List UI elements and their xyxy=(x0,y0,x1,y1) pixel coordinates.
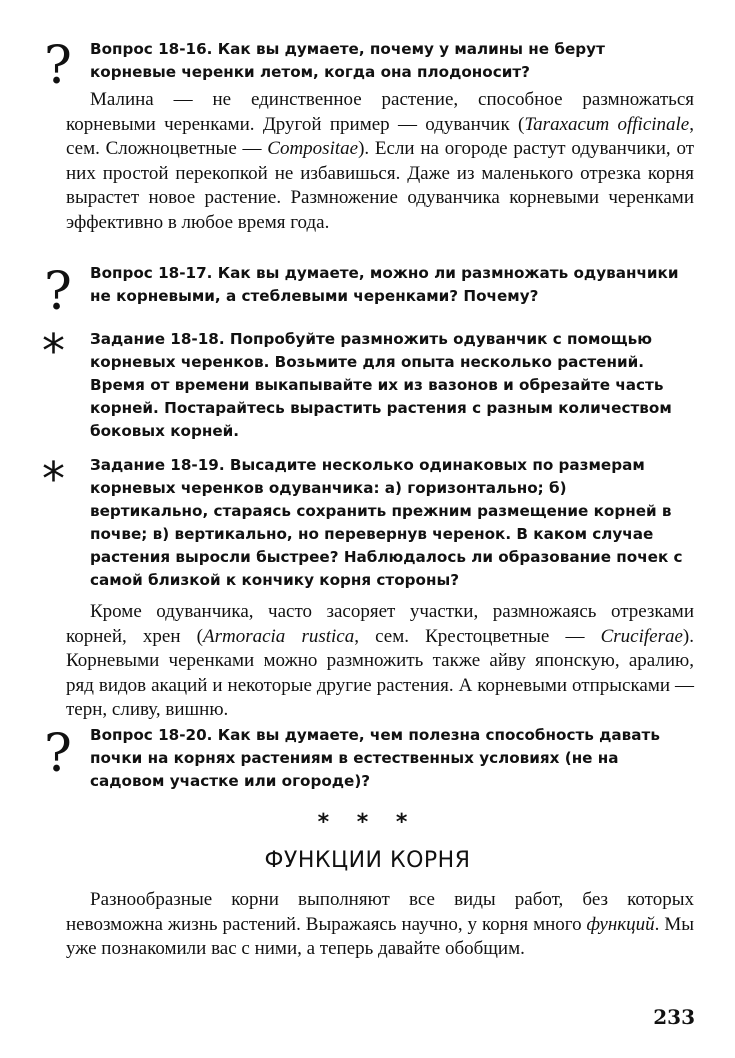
question-tag: Вопрос 18-17. xyxy=(90,264,213,282)
task-tag: Задание 18-18. xyxy=(90,330,225,348)
task-text: Попробуйте размножить одуванчик с помощью корневых черенков. Возьмите для опыта несколько растений. Время от времени выкапывайте их из вазонов и обрезайте часть корней. Постарайтесь вырастить растения с разным количеством боковых корней. xyxy=(90,330,672,440)
task-text: Высадите несколько одинаковых по размерам корневых черенков одуванчика: а) горизонтально; б) вертикально, стараясь сохранить прежним размещение корней в почве; в) вертикально, но перевернув черенок. В каком случае растения выросли быстрее? Наблюдалось ли образование почек с самой близкой к кончику корня стороны? xyxy=(90,456,683,589)
task-18-19 xyxy=(90,454,690,592)
page-number: 233 xyxy=(653,1005,695,1029)
paragraph-dandelion xyxy=(66,88,694,235)
task-18-18 xyxy=(90,328,690,443)
question-mark-icon: ? xyxy=(44,724,72,784)
question-text: Как вы думаете, чем полезна способность давать почки на корнях растениям в естественных условиях (не на садовом участке или огороде)? xyxy=(90,726,660,790)
question-18-20 xyxy=(90,724,690,793)
emphasis-term: функций xyxy=(586,913,655,935)
paragraph-text: . Мы уже познакомили вас с ними, а теперь давайте обобщим. xyxy=(66,913,694,959)
paragraph-text: , сем. Сложноцветные — xyxy=(66,113,694,159)
paragraph-text: Малина — не единственное растение, способное размножаться корневыми черенками. Другой пример — одуванчик ( xyxy=(66,89,694,135)
latin-name: Taraxacum officinale xyxy=(524,113,690,135)
paragraph-text: Кроме одуванчика, часто засоряет участки, размножаясь отрезками корней, хрен ( xyxy=(66,601,694,647)
task-tag: Задание 18-19. xyxy=(90,456,225,474)
question-mark-icon: ? xyxy=(44,262,72,322)
question-tag: Вопрос 18-16. xyxy=(90,40,213,58)
question-mark-icon: ? xyxy=(44,36,72,96)
question-text: Как вы думаете, почему у малины не берут корневые черенки летом, когда она плодоносит? xyxy=(90,40,605,81)
section-separator: * * * xyxy=(317,810,418,835)
latin-name: Armoracia rustica xyxy=(202,625,355,647)
paragraph-text: ). Если на огороде растут одуванчики, от них простой перекопкой не избавишься. Даже из маленького отрезка корня вырастет новое растение. Размножение одуванчика корневыми черенками эффективно в любое время года. xyxy=(66,138,694,233)
paragraph-text: Разнообразные корни выполняют все виды работ, без которых невозможна жизнь растений. Выражаясь научно, у корня много xyxy=(66,889,694,935)
paragraph-text: , сем. Крестоцветные — xyxy=(354,625,601,647)
paragraph-text: ). Корневыми черенками можно размножить также айву японскую, аралию, ряд видов акаций и некоторые другие растения. А корневыми отпрысками — терн, сливу, вишню. xyxy=(66,625,694,720)
paragraph-horseradish xyxy=(66,600,694,723)
question-18-17 xyxy=(90,262,690,308)
question-tag: Вопрос 18-20. xyxy=(90,726,213,744)
task-asterisk-icon: * xyxy=(42,324,65,378)
section-heading: ФУНКЦИИ КОРНЯ xyxy=(264,848,471,873)
latin-name: Cruciferae xyxy=(600,625,683,647)
task-asterisk-icon: * xyxy=(42,452,65,506)
question-text: Как вы думаете, можно ли размножать одуванчики не корневыми, а стеблевыми черенками? Почему? xyxy=(90,264,679,305)
paragraph-root-functions xyxy=(66,888,694,962)
latin-name: Compositae xyxy=(267,138,359,159)
question-18-16 xyxy=(90,38,690,84)
